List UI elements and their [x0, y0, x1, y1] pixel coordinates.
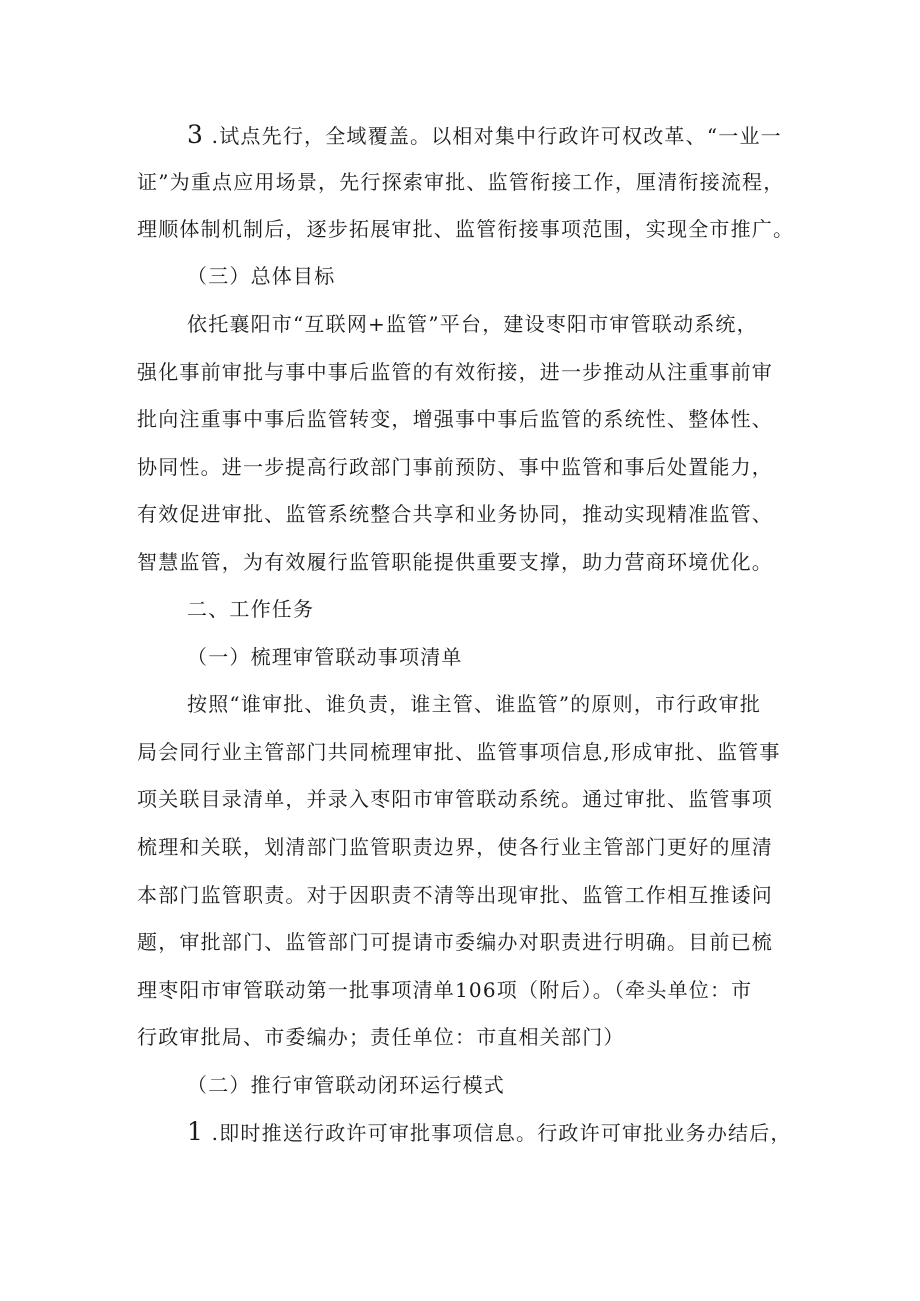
paragraph-goal-line-3: 批向注重事中事后监管转变，增强事中事后监管的系统性、整体性、	[137, 407, 773, 431]
list-number-1: 1	[187, 1117, 205, 1146]
paragraph-goal-line-4: 协同性。进一步提高行政部门事前预防、事中监管和事后处置能力，	[137, 455, 773, 479]
paragraph-item-3-line-3: 理顺体制机制后，逐步拓展审批、监管衔接事项范围，实现全市推广。	[137, 217, 795, 241]
heading-overall-goal: （三）总体目标	[187, 264, 336, 288]
paragraph-item-3-line-1	[187, 121, 782, 150]
heading-closed-loop: （二）推行审管联动闭环运行模式	[187, 1073, 505, 1097]
text-run: .试点先行，全域覆盖。以相对集中行政许可权改革、“一业一	[204, 124, 782, 148]
paragraph-goal-line-6: 智慧监管，为有效履行监管职能提供重要支撑，助力营商环境优化。	[137, 550, 773, 574]
paragraph-tasks-line-8: 行政审批局、市委编办；责任单位：市直相关部门）	[137, 1025, 625, 1049]
list-number-3: 3	[187, 120, 205, 149]
text-run: .即时推送行政许可审批事项信息。行政许可审批业务办结后，	[204, 1121, 792, 1145]
paragraph-goal-line-2: 强化事前审批与事中事后监管的有效衔接，进一步推动从注重事前审	[137, 360, 773, 384]
paragraph-tasks-line-4: 梳理和关联，划清部门监管职责边界，使各行业主管部门更好的厘清	[137, 835, 773, 859]
paragraph-tasks-line-6: 题，审批部门、监管部门可提请市委编办对职责进行明确。目前已梳	[137, 930, 773, 954]
heading-sort-list: （一）梳理审管联动事项清单	[187, 645, 463, 669]
paragraph-item-1-line-1	[187, 1118, 792, 1147]
paragraph-goal-line-1: 依托襄阳市“互联网+监管”平台，建设枣阳市审管联动系统，	[187, 312, 758, 336]
heading-work-tasks: 二、工作任务	[187, 597, 315, 621]
paragraph-tasks-line-2: 局会同行业主管部门共同梳理审批、监管事项信息,形成审批、监管事	[137, 740, 781, 764]
paragraph-tasks-line-5: 本部门监管职责。对于因职责不清等出现审批、监管工作相互推诿问	[137, 883, 773, 907]
paragraph-tasks-line-1: 按照“谁审批、谁负责，谁主管、谁监管”的原则，市行政审批	[187, 692, 762, 716]
paragraph-goal-line-5: 有效促进审批、监管系统整合共享和业务协同，推动实现精准监管、	[137, 502, 773, 526]
paragraph-item-3-line-2: 证”为重点应用场景，先行探索审批、监管衔接工作，厘清衔接流程，	[137, 170, 785, 194]
paragraph-tasks-line-7: 理枣阳市审管联动第一批事项清单106项（附后）。（牵头单位：市	[137, 978, 753, 1002]
paragraph-tasks-line-3: 项关联目录清单，并录入枣阳市审管联动系统。通过审批、监管事项	[137, 787, 773, 811]
